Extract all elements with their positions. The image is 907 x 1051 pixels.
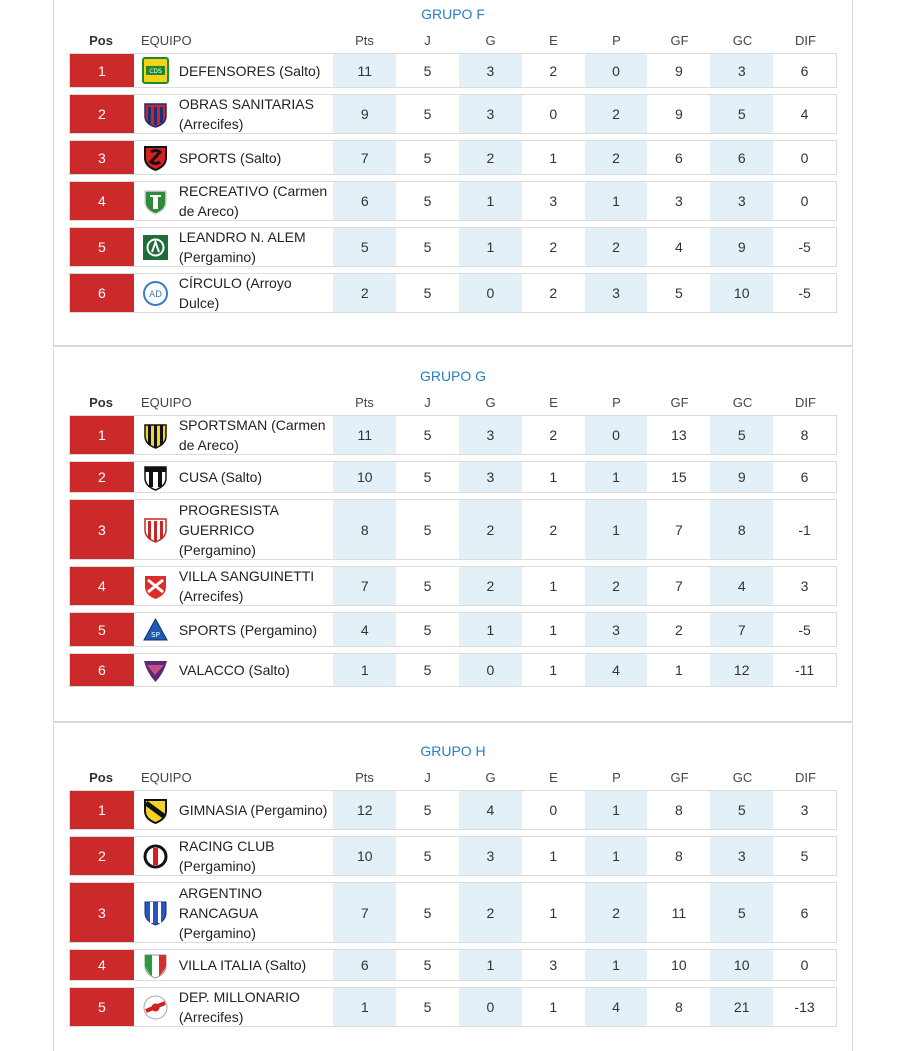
position-badge: 4: [70, 182, 134, 220]
svg-text:AD: AD: [148, 289, 162, 300]
valacco-crest-icon: [142, 657, 169, 684]
header-pos: Pos: [89, 395, 113, 410]
gf-value: 5: [674, 285, 683, 301]
team-name: CUSA (Salto): [178, 469, 263, 485]
header-dif: DIF: [795, 770, 816, 785]
table-row: [69, 790, 837, 830]
gc-value: 5: [710, 883, 773, 942]
dif-value: 3: [800, 802, 809, 818]
team-cell[interactable]: [134, 837, 334, 875]
team-name: ARGENTINO RANCAGUA (Pergamino): [178, 884, 263, 941]
team-cell[interactable]: [134, 654, 334, 686]
gc-value: 3: [710, 182, 773, 220]
team-name: VILLA SANGUINETTI (Arrecifes): [178, 568, 315, 604]
g-value: 0: [459, 274, 522, 312]
position-badge: 5: [70, 228, 134, 266]
team-cell[interactable]: [134, 883, 334, 942]
table-row: [69, 227, 837, 267]
header-g: G: [485, 33, 496, 48]
p-value: 1: [585, 500, 648, 559]
e-value: 2: [549, 62, 558, 79]
dif-value: -1: [798, 521, 811, 538]
header-pts: Pts: [355, 33, 374, 48]
p-value: 1: [585, 791, 648, 829]
gf-value: 6: [674, 149, 683, 166]
pts-value: 9: [333, 95, 396, 133]
header-dif: DIF: [795, 33, 816, 48]
p-value: 3: [585, 274, 648, 312]
p-value: 2: [585, 95, 648, 133]
team-cell[interactable]: [134, 54, 334, 87]
header-j: J: [424, 33, 431, 48]
e-value: 1: [549, 848, 558, 864]
gf-value: 8: [674, 848, 683, 864]
header-gf: GF: [670, 395, 689, 410]
e-value: 2: [549, 285, 558, 301]
g-value: 2: [459, 141, 522, 174]
j-value: 5: [423, 578, 432, 594]
position-badge: 6: [70, 274, 134, 312]
j-value: 5: [423, 848, 432, 864]
pts-value: 8: [333, 500, 396, 559]
gf-value: 13: [671, 427, 687, 443]
gc-value: 10: [710, 274, 773, 312]
position-badge: 3: [70, 500, 134, 559]
e-value: 1: [549, 904, 558, 921]
racing-club-crest-icon: [142, 843, 169, 870]
svg-text:SP: SP: [150, 631, 160, 639]
e-value: 0: [549, 802, 558, 818]
table-row: [69, 836, 837, 876]
position-badge: 3: [70, 141, 134, 174]
g-value: 4: [459, 791, 522, 829]
table-row: [69, 612, 837, 647]
g-value: 1: [459, 613, 522, 646]
position-badge: 2: [70, 462, 134, 492]
gf-value: 1: [674, 662, 683, 678]
j-value: 5: [423, 427, 432, 443]
header-p: P: [612, 33, 621, 48]
team-name: RECREATIVO (Carmen de Areco): [178, 183, 328, 219]
header-team: EQUIPO: [141, 33, 192, 48]
p-value: 2: [585, 228, 648, 266]
e-value: 1: [549, 621, 558, 638]
j-value: 5: [423, 662, 432, 678]
team-name: CÍRCULO (Arroyo Dulce): [178, 275, 292, 311]
gc-value: 5: [710, 416, 773, 454]
g-value: 1: [459, 228, 522, 266]
team-cell[interactable]: [134, 141, 334, 174]
gc-value: 6: [710, 141, 773, 174]
pts-value: 4: [333, 613, 396, 646]
gc-value: 8: [710, 500, 773, 559]
team-name: VALACCO (Salto): [178, 662, 290, 678]
p-value: 0: [585, 54, 648, 87]
table-row: [69, 987, 837, 1027]
header-j: J: [424, 770, 431, 785]
team-name: PROGRESISTA GUERRICO (Pergamino): [178, 501, 279, 558]
pts-value: 2: [333, 274, 396, 312]
dif-value: 8: [800, 427, 809, 443]
villa-italia-crest-icon: [142, 952, 169, 979]
header-g: G: [485, 770, 496, 785]
e-value: 1: [549, 149, 558, 166]
table-row: [69, 566, 837, 606]
g-value: 3: [459, 837, 522, 875]
j-value: 5: [423, 802, 432, 818]
gf-value: 8: [674, 999, 683, 1015]
position-badge: 3: [70, 883, 134, 942]
team-cell[interactable]: [134, 791, 334, 829]
pts-value: 6: [333, 950, 396, 980]
pts-value: 7: [333, 567, 396, 605]
dif-value: 6: [800, 469, 809, 485]
pts-value: 7: [333, 883, 396, 942]
sports-salto-crest-icon: [142, 144, 169, 171]
j-value: 5: [423, 904, 432, 921]
gc-value: 5: [710, 791, 773, 829]
header-g: G: [485, 395, 496, 410]
team-cell[interactable]: [134, 567, 334, 605]
p-value: 0: [585, 416, 648, 454]
team-cell[interactable]: [134, 988, 334, 1026]
gc-value: 5: [710, 95, 773, 133]
team-name: VILLA ITALIA (Salto): [178, 957, 307, 973]
cusa-crest-icon: [142, 464, 169, 491]
p-value: 3: [585, 613, 648, 646]
header-pos: Pos: [89, 770, 113, 785]
leandro-alem-crest-icon: [142, 234, 169, 261]
j-value: 5: [423, 106, 432, 122]
p-value: 2: [585, 141, 648, 174]
recreativo-crest-icon: [142, 188, 169, 215]
gc-value: 9: [710, 462, 773, 492]
header-p: P: [612, 770, 621, 785]
header-team: EQUIPO: [141, 395, 192, 410]
header-e: E: [549, 33, 558, 48]
pts-value: 11: [333, 54, 396, 87]
group-panel-g: [53, 349, 853, 723]
e-value: 3: [549, 957, 558, 973]
j-value: 5: [423, 621, 432, 638]
j-value: 5: [423, 999, 432, 1015]
e-value: 3: [549, 193, 558, 209]
position-badge: 5: [70, 988, 134, 1026]
e-value: 1: [549, 469, 558, 485]
pts-value: 5: [333, 228, 396, 266]
pts-value: 1: [333, 654, 396, 686]
header-gc: GC: [732, 770, 753, 785]
svg-text:CDS: CDS: [149, 68, 162, 75]
dif-value: 6: [800, 904, 809, 921]
g-value: 0: [459, 988, 522, 1026]
progresista-crest-icon: [142, 516, 169, 543]
position-badge: 1: [70, 416, 134, 454]
e-value: 1: [549, 578, 558, 594]
header-pts: Pts: [355, 770, 374, 785]
g-value: 3: [459, 416, 522, 454]
g-value: 3: [459, 54, 522, 87]
header-e: E: [549, 770, 558, 785]
position-badge: 4: [70, 950, 134, 980]
dif-value: 0: [800, 957, 809, 973]
table-row: [69, 461, 837, 493]
g-value: 2: [459, 500, 522, 559]
team-name: SPORTS (Salto): [178, 149, 282, 166]
pts-value: 12: [333, 791, 396, 829]
group-title: GRUPO H: [420, 743, 486, 759]
pts-value: 10: [333, 837, 396, 875]
sportsman-crest-icon: [142, 422, 169, 449]
dif-value: -11: [794, 662, 815, 678]
e-value: 0: [549, 106, 558, 122]
header-pos: Pos: [89, 33, 113, 48]
gf-value: 4: [674, 239, 683, 255]
header-p: P: [612, 395, 621, 410]
gc-value: 21: [710, 988, 773, 1026]
sports-pergamino-crest-icon: [142, 616, 169, 643]
table-row: [69, 949, 837, 981]
group-title: GRUPO F: [421, 6, 485, 22]
gf-value: 7: [674, 521, 683, 538]
table-row: [69, 94, 837, 134]
dif-value: 5: [800, 848, 809, 864]
gf-value: 9: [674, 62, 683, 79]
table-row: [69, 140, 837, 175]
pts-value: 10: [333, 462, 396, 492]
gf-value: 8: [674, 802, 683, 818]
dif-value: -5: [798, 239, 811, 255]
table-row: [69, 273, 837, 313]
team-cell[interactable]: [134, 950, 334, 980]
e-value: 2: [549, 427, 558, 443]
team-cell[interactable]: [134, 182, 334, 220]
dif-value: 0: [800, 149, 809, 166]
standings-table: [69, 390, 837, 693]
team-name: SPORTSMAN (Carmen de Areco): [178, 417, 326, 453]
table-row: [69, 53, 837, 88]
gf-value: 11: [671, 904, 687, 921]
circulo-crest-icon: [142, 280, 169, 307]
j-value: 5: [423, 193, 432, 209]
pts-value: 6: [333, 182, 396, 220]
header-gf: GF: [670, 33, 689, 48]
dif-value: -13: [794, 999, 815, 1015]
obras-sanitarias-crest-icon: [142, 101, 169, 128]
header-dif: DIF: [795, 395, 816, 410]
team-cell[interactable]: [134, 613, 334, 646]
header-gc: GC: [732, 33, 753, 48]
pts-value: 7: [333, 141, 396, 174]
j-value: 5: [423, 285, 432, 301]
j-value: 5: [423, 957, 432, 973]
header-e: E: [549, 395, 558, 410]
table-row: [69, 415, 837, 455]
p-value: 4: [585, 654, 648, 686]
header-gf: GF: [670, 770, 689, 785]
team-name: DEFENSORES (Salto): [178, 62, 321, 79]
p-value: 1: [585, 950, 648, 980]
p-value: 2: [585, 883, 648, 942]
gc-value: 4: [710, 567, 773, 605]
j-value: 5: [423, 469, 432, 485]
dif-value: -5: [798, 621, 811, 638]
group-panel-h: [53, 724, 853, 1051]
team-name: RACING CLUB (Pergamino): [178, 838, 275, 874]
g-value: 3: [459, 95, 522, 133]
dif-value: 6: [800, 62, 809, 79]
e-value: 1: [549, 999, 558, 1015]
group-panel-f: [53, 0, 853, 347]
group-title: GRUPO G: [419, 368, 487, 384]
g-value: 3: [459, 462, 522, 492]
dif-value: 3: [800, 578, 809, 594]
j-value: 5: [423, 62, 432, 79]
dif-value: -5: [798, 285, 811, 301]
g-value: 0: [459, 654, 522, 686]
p-value: 1: [585, 837, 648, 875]
gc-value: 7: [710, 613, 773, 646]
gf-value: 3: [674, 193, 683, 209]
gf-value: 7: [674, 578, 683, 594]
position-badge: 1: [70, 791, 134, 829]
table-row: [69, 653, 837, 687]
gf-value: 2: [674, 621, 683, 638]
position-badge: 2: [70, 837, 134, 875]
p-value: 1: [585, 182, 648, 220]
dif-value: 0: [800, 193, 809, 209]
p-value: 2: [585, 567, 648, 605]
p-value: 4: [585, 988, 648, 1026]
team-cell[interactable]: [134, 416, 334, 454]
j-value: 5: [423, 239, 432, 255]
standings-table: [69, 28, 837, 319]
position-badge: 2: [70, 95, 134, 133]
j-value: 5: [423, 149, 432, 166]
team-name: OBRAS SANITARIAS (Arrecifes): [178, 96, 314, 132]
gc-value: 3: [710, 54, 773, 87]
team-cell[interactable]: [134, 500, 334, 559]
dif-value: 4: [800, 106, 809, 122]
g-value: 2: [459, 883, 522, 942]
position-badge: 4: [70, 567, 134, 605]
gf-value: 15: [671, 469, 687, 485]
gc-value: 9: [710, 228, 773, 266]
j-value: 5: [423, 521, 432, 538]
header-gc: GC: [732, 395, 753, 410]
team-cell[interactable]: [134, 228, 334, 266]
team-name: GIMNASIA (Pergamino): [178, 802, 328, 818]
table-row: [69, 499, 837, 560]
table-header: [69, 390, 837, 415]
defensores-crest-icon: [142, 57, 169, 84]
gc-value: 10: [710, 950, 773, 980]
table-header: [69, 28, 837, 53]
e-value: 1: [549, 662, 558, 678]
gimnasia-crest-icon: [142, 797, 169, 824]
team-cell[interactable]: [134, 462, 334, 492]
pts-value: 11: [333, 416, 396, 454]
header-team: EQUIPO: [141, 770, 192, 785]
gf-value: 10: [671, 957, 687, 973]
e-value: 2: [549, 521, 558, 538]
team-name: LEANDRO N. ALEM (Pergamino): [178, 229, 306, 265]
position-badge: 6: [70, 654, 134, 686]
e-value: 2: [549, 239, 558, 255]
g-value: 1: [459, 950, 522, 980]
header-j: J: [424, 395, 431, 410]
team-cell[interactable]: [134, 95, 334, 133]
gf-value: 9: [674, 106, 683, 122]
team-name: DEP. MILLONARIO (Arrecifes): [178, 989, 300, 1025]
millonario-crest-icon: [142, 994, 169, 1021]
standings-table: [69, 765, 837, 1033]
position-badge: 1: [70, 54, 134, 87]
argentino-rancagua-crest-icon: [142, 899, 169, 926]
table-header: [69, 765, 837, 790]
g-value: 1: [459, 182, 522, 220]
gc-value: 3: [710, 837, 773, 875]
g-value: 2: [459, 567, 522, 605]
team-cell[interactable]: [134, 274, 334, 312]
header-pts: Pts: [355, 395, 374, 410]
table-row: [69, 181, 837, 221]
p-value: 1: [585, 462, 648, 492]
villa-sanguinetti-crest-icon: [142, 573, 169, 600]
position-badge: 5: [70, 613, 134, 646]
pts-value: 1: [333, 988, 396, 1026]
team-name: SPORTS (Pergamino): [178, 621, 318, 638]
gc-value: 12: [710, 654, 773, 686]
table-row: [69, 882, 837, 943]
